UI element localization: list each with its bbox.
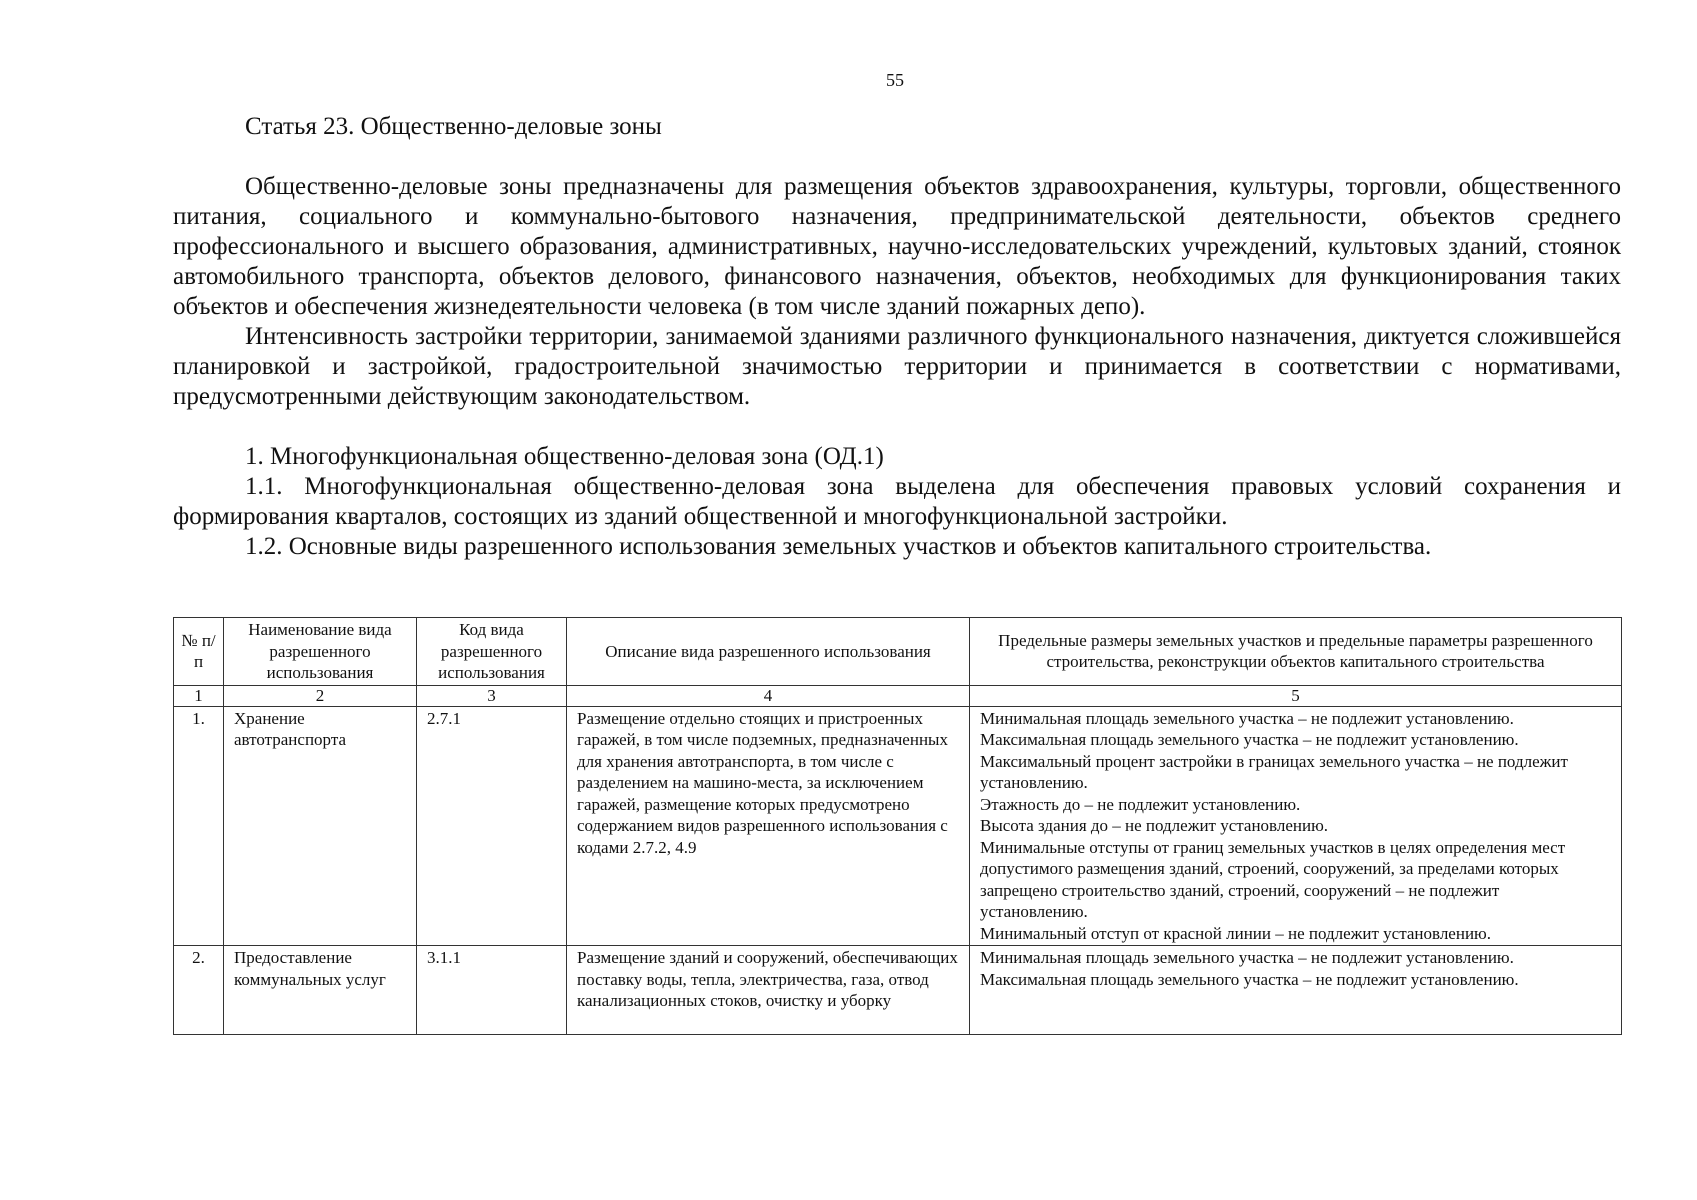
use-code: 2.7.1: [417, 706, 567, 946]
limit-line: Максимальный процент застройки в границах земельного участка – не подлежит установлению.: [980, 751, 1568, 792]
use-description: [567, 946, 970, 1035]
table-row: [174, 706, 1622, 946]
column-number: 4: [567, 685, 970, 706]
table-header-row: [174, 618, 1622, 686]
limit-line: Минимальный отступ от красной линии – не подлежит установлению.: [980, 923, 1491, 943]
document-body: [173, 112, 1621, 562]
paragraph-intensity: Интенсивность застройки территории, занимаемой зданиями различного функционального назначения, диктуется сложившейся планировкой и застройкой, градостроительной значимостью территории и принимается в соответствии с нормативами, предусмотренными действующим законодательством.: [173, 323, 1621, 410]
land-use-table: [173, 617, 1622, 1035]
column-number-row: [174, 685, 1622, 706]
table-row: [174, 946, 1622, 1035]
limit-line: Высота здания до – не подлежит установлению.: [980, 816, 1329, 835]
use-description: Размещение отдельно стоящих и пристроенных гаражей, в том числе подземных, предназначенных для хранения автотранспорта, в том числе с разделением на машино-места, за исключением гаражей, размещение которых предусмотрено содержанием видов разрешенного использования с кодами 2.7.2, 4.9: [567, 706, 970, 946]
use-limits-clip: [980, 947, 1611, 1033]
limit-line: Минимальная площадь земельного участка – не подлежит установлению.: [980, 708, 1514, 728]
limit-line: Этажность до – не подлежит установлению.: [980, 794, 1301, 814]
header-num: № п/п: [174, 618, 224, 686]
limit-line: Минимальные отступы от границ земельных участков в целях определения мест допустимого размещения зданий, строений, сооружений, за пределами которых запрещено строительство зданий, строений, сооружений – не подлежит установлению.: [980, 837, 1566, 921]
header-name: Наименование вида разрешенного использования: [224, 618, 417, 686]
limit-line: Максимальная площадь земельного участка – не подлежит установлению.: [980, 730, 1519, 749]
column-number: 1: [174, 685, 224, 706]
use-limits: [970, 946, 1622, 1035]
column-number: 3: [417, 685, 567, 706]
page-number: 55: [886, 70, 904, 90]
section-item-1-1: 1.1. Многофункциональная общественно-деловая зона выделена для обеспечения правовых условий сохранения и формирования кварталов, состоящих из зданий общественной и многофункциональной застройки.: [173, 473, 1621, 530]
header-limits: Предельные размеры земельных участков и предельные параметры разрешенного строительства, реконструкции объектов капитального строительства: [970, 618, 1622, 686]
header-code: Код вида разрешенного использования: [417, 618, 567, 686]
column-number: 5: [970, 685, 1622, 706]
use-name: Предоставление коммунальных услуг: [224, 946, 417, 1035]
use-description-text: Размещение зданий и сооружений, обеспечивающих поставку воды, тепла, электричества, газа, отвод канализационных стоков, очистку и уборку: [577, 948, 958, 1010]
limit-line: Максимальная площадь земельного участка – не подлежит установлению.: [980, 969, 1519, 989]
use-limits: [970, 706, 1622, 946]
column-number: 2: [224, 685, 417, 706]
spacer: [173, 412, 1621, 442]
use-name: Хранение автотранспорта: [224, 706, 417, 946]
paragraph-zones-purpose: Общественно-деловые зоны предназначены для размещения объектов здравоохранения, культуры, торговли, общественного питания, социального и коммунально-бытового назначения, предпринимательской деятельности, объектов среднего профессионального и высшего образования, административных, научно-исследовательских учреждений, культовых зданий, стоянок автомобильного транспорта, объектов делового, финансового назначения, объектов, необходимых для функционирования таких объектов и обеспечения жизнедеятельности человека (в том числе зданий пожарных депо).: [173, 173, 1621, 320]
section-heading: 1. Многофункциональная общественно-деловая зона (ОД.1): [245, 443, 884, 470]
limit-line: Минимальная площадь земельного участка – не подлежит установлению.: [980, 948, 1514, 967]
article-title: Статья 23. Общественно-деловые зоны: [245, 113, 662, 140]
section-item-1-2: 1.2. Основные виды разрешенного использования земельных участков и объектов капитального строительства.: [245, 533, 1432, 560]
row-number: 1.: [174, 706, 224, 946]
use-code: 3.1.1: [417, 946, 567, 1035]
row-number: 2.: [174, 946, 224, 1035]
header-description: Описание вида разрешенного использования: [567, 618, 970, 686]
